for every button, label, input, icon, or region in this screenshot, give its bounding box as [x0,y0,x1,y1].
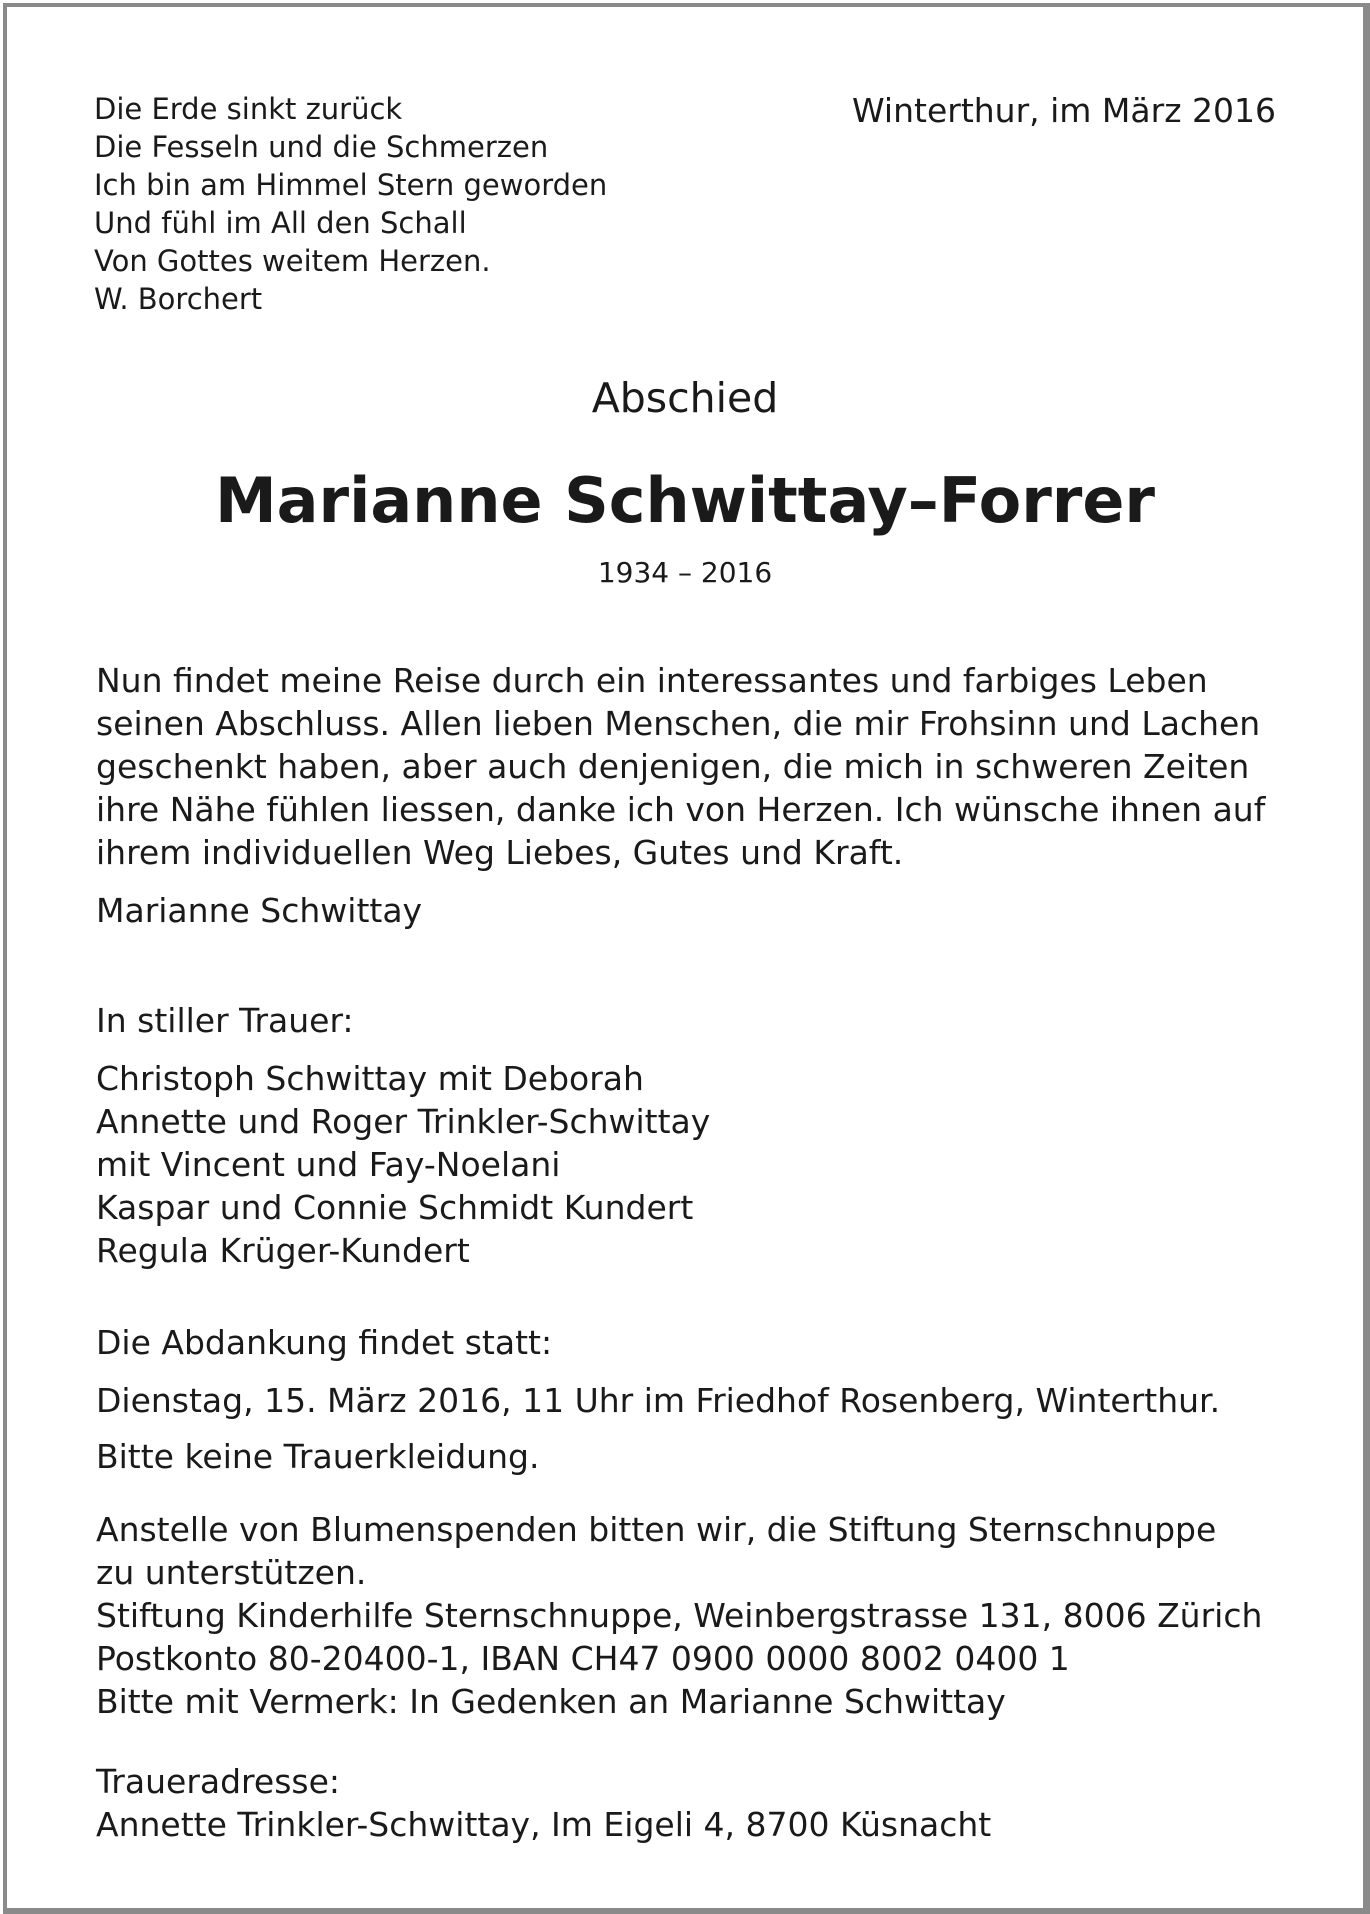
message-line: geschenkt haben, aber auch denjenigen, die mich in schweren Zeiten [96,747,1250,786]
donation-line: Postkonto 80-20400-1, IBAN CH47 0900 0000 8002 0400 1 [96,1639,1070,1678]
deceased-name: Marianne Schwittay–Forrer [214,464,1156,537]
address-heading: Traueradresse: [96,1762,341,1801]
poem-line: Und fühl im All den Schall [94,206,467,240]
mourner-name: mit Vincent und Fay-Noelani [96,1145,561,1184]
message-line: ihre Nähe fühlen liessen, danke ich von Herzen. Ich wünsche ihnen auf [96,790,1266,829]
message-signature: Marianne Schwittay [96,891,423,930]
mourner-name: Christoph Schwittay mit Deborah [96,1059,644,1098]
message-line: Nun findet meine Reise durch ein interessantes und farbiges Leben [96,661,1208,700]
message-line: ihrem individuellen Weg Liebes, Gutes und Kraft. [96,833,904,872]
mourner-name: Kaspar und Connie Schmidt Kundert [96,1188,694,1227]
heading-abschied: Abschied [591,374,779,422]
donation-info [96,1508,1262,1723]
poem-author: W. Borchert [94,282,263,316]
message-line: seinen Abschluss. Allen lieben Menschen, die mir Frohsinn und Lachen [96,704,1261,743]
poem-line: Die Erde sinkt zurück [94,92,403,126]
poem-line: Ich bin am Himmel Stern geworden [94,168,608,202]
poem-line: Von Gottes weitem Herzen. [94,244,491,278]
poem [94,90,607,318]
farewell-message [96,659,1265,874]
mourners-list [96,1057,710,1272]
poem-line: Die Fesseln und die Schmerzen [94,130,549,164]
mourner-name: Annette und Roger Trinkler-Schwittay [96,1102,711,1141]
mourning-address: Annette Trinkler-Schwittay, Im Eigeli 4, 8700 Küsnacht [96,1805,992,1844]
donation-line: Anstelle von Blumenspenden bitten wir, die Stiftung Sternschnuppe [96,1510,1217,1549]
life-years: 1934 – 2016 [597,556,773,589]
mourning-heading: In stiller Trauer: [96,1001,354,1040]
ceremony-note: Bitte keine Trauerkleidung. [96,1437,540,1476]
ceremony-details: Dienstag, 15. März 2016, 11 Uhr im Friedhof Rosenberg, Winterthur. [96,1381,1221,1420]
place-date: Winterthur, im März 2016 [852,91,1276,130]
ceremony-heading: Die Abdankung findet statt: [96,1323,553,1362]
mourner-name: Regula Krüger-Kundert [96,1231,470,1270]
donation-line: Stiftung Kinderhilfe Sternschnuppe, Weinbergstrasse 131, 8006 Zürich [96,1596,1263,1635]
donation-line: Bitte mit Vermerk: In Gedenken an Marianne Schwittay [96,1682,1006,1721]
donation-line: zu unterstützen. [96,1553,367,1592]
